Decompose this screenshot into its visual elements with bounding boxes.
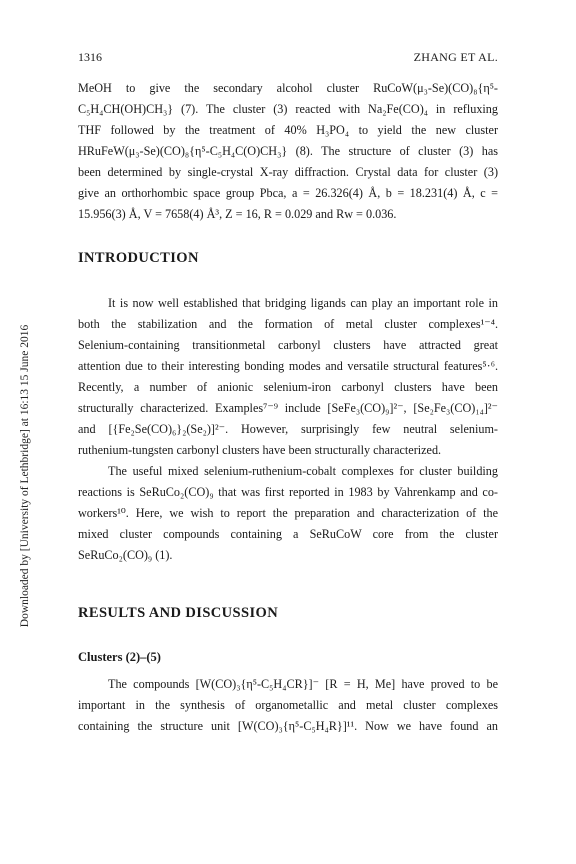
intro-line: Recently, a number of anionic selenium-iron carbonyl clusters have been [78, 380, 498, 394]
abstract-line: been determined by single-crystal X-ray diffraction. Crystal data for cluster (3) [78, 165, 498, 179]
abstract-line: MeOH to give the secondary alcohol cluster RuCoW(μ₃-Se)(CO)₈{η⁵- [78, 81, 498, 95]
subsection-heading-clusters: Clusters (2)–(5) [78, 650, 161, 664]
results-paragraph [78, 674, 498, 737]
intro-line: reactions is SeRuCo₂(CO)₉ that was first reported in 1983 by Vahrenkamp and co- [78, 485, 498, 499]
results-line: important in the synthesis of organometallic and metal cluster complexes [78, 698, 498, 712]
section-heading-introduction: INTRODUCTION [78, 250, 199, 266]
download-watermark: Downloaded by [University of Lethbridge] at 16:13 15 June 2016 [19, 324, 31, 628]
intro-line: SeRuCo₂(CO)₉ (1). [78, 548, 173, 562]
running-header-authors: ZHANG ET AL. [413, 50, 498, 64]
intro-line: ruthenium-tungsten carbonyl clusters have been structurally characterized. [78, 443, 442, 457]
introduction-paragraph-2 [78, 461, 498, 566]
intro-line: and [{Fe₂Se(CO)₆}₂(Se₂)]²⁻. However, surprisingly few neutral selenium- [78, 422, 498, 436]
intro-line: It is now well established that bridging ligands can play an important role in [108, 296, 498, 310]
intro-line: attention due to their interesting bonding modes and versatile structural features⁵·⁶. [78, 359, 498, 373]
introduction-paragraph-1 [78, 293, 498, 461]
abstract-line: THF followed by the treatment of 40% H₃PO₄ to yield the new cluster [78, 123, 498, 137]
intro-line: Selenium-containing transitionmetal carbonyl clusters have attracted great [78, 338, 498, 352]
results-line: containing the structure unit [W(CO)₃{η⁵-C₅H₄R}]¹¹. Now we have found an [78, 719, 498, 733]
intro-line: both the stabilization and the formation of metal cluster complexes¹⁻⁴. [78, 317, 498, 331]
abstract-line: HRuFeW(μ₃-Se)(CO)₈{η⁵-C₅H₄C(O)CH₃} (8). The structure of cluster (3) has [78, 144, 498, 158]
results-line: The compounds [W(CO)₃{η⁵-C₅H₄CR}]⁻ [R = H, Me] have proved to be [108, 677, 498, 691]
intro-line: workers¹⁰. Here, we wish to report the preparation and characterization of the [78, 506, 498, 520]
page-number: 1316 [78, 50, 102, 64]
section-heading-results: RESULTS AND DISCUSSION [78, 605, 279, 621]
intro-line: structurally characterized. Examples⁷⁻⁹ include [SeFe₃(CO)₉]²⁻, [Se₂Fe₃(CO)₁₄]²⁻ [78, 401, 498, 415]
abstract-line: 15.956(3) Å, V = 7658(4) Å³, Z = 16, R = 0.029 and Rw = 0.036. [78, 207, 397, 221]
intro-line: The useful mixed selenium-ruthenium-cobalt complexes for cluster building [108, 464, 498, 478]
abstract-continuation [78, 78, 498, 225]
abstract-line: give an orthorhombic space group Pbca, a = 26.326(4) Å, b = 18.231(4) Å, c = [78, 186, 498, 200]
intro-line: mixed cluster compounds containing a SeRuCoW core from the cluster [78, 527, 498, 541]
abstract-line: C₅H₄CH(OH)CH₃} (7). The cluster (3) reacted with Na₂Fe(CO)₄ in refluxing [78, 102, 498, 116]
